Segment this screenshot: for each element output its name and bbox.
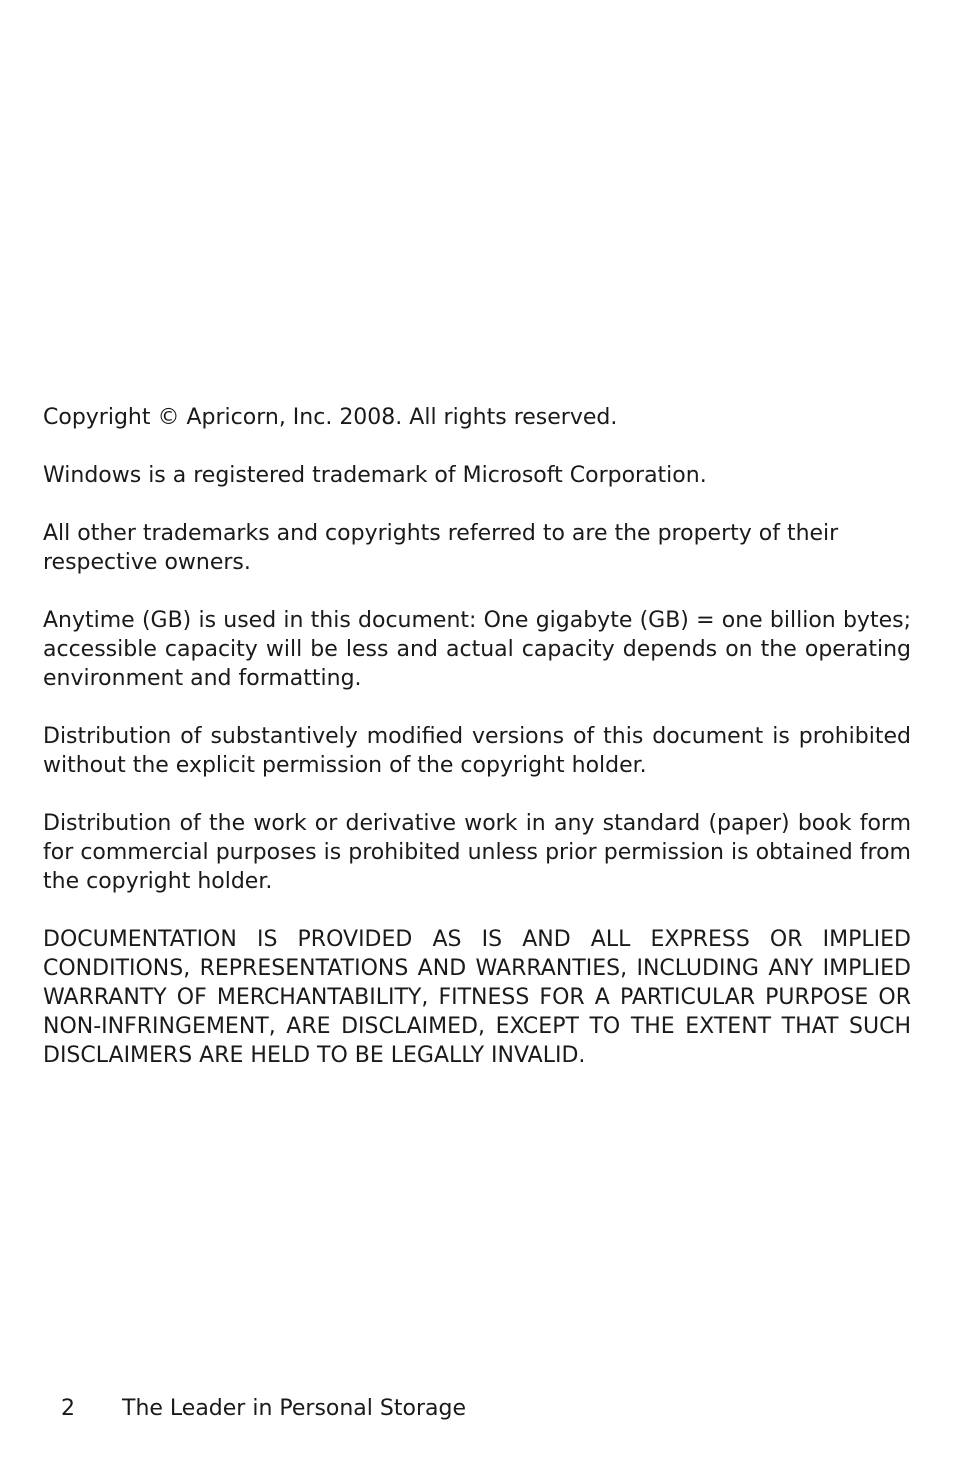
windows-trademark-notice: Windows is a registered trademark of Microsoft Corporation. <box>43 463 707 488</box>
gigabyte-definition: Anytime (GB) is used in this document: One gigabyte (GB) = one billion bytes; accessible capacity will be less and actual capacity depends on the operating environment and formatting. <box>43 608 911 691</box>
page-footer <box>61 1394 466 1423</box>
warranty-disclaimer: DOCUMENTATION IS PROVIDED AS IS AND ALL EXPRESS OR IMPLIED CONDITIONS, REPRESENTATIONS AND WARRANTIES, INCLUDING ANY IMPLIED WARRANTY OF MERCHANTABILITY, FITNESS FOR A PARTICULAR PURPOSE OR NON-INFRINGEMENT, ARE DISCLAIMED, EXCEPT TO THE EXTENT THAT SUCH DISCLAIMERS ARE HELD TO BE LEGALLY INVALID. <box>43 927 911 1068</box>
legal-notice <box>43 403 911 1099</box>
distribution-book-notice: Distribution of the work or derivative work in any standard (paper) book form for commercial purposes is prohibited unless prior permission is obtained from the copyright holder. <box>43 811 911 894</box>
copyright-notice: Copyright © Apricorn, Inc. 2008. All rights reserved. <box>43 405 618 430</box>
footer-tagline: The Leader in Personal Storage <box>122 1396 466 1421</box>
distribution-modified-notice: Distribution of substantively modified versions of this document is prohibited without the explicit permission of the copyright holder. <box>43 724 911 778</box>
page-number: 2 <box>61 1396 75 1421</box>
other-trademarks-notice: All other trademarks and copyrights referred to are the property of their respective owners. <box>43 521 839 575</box>
